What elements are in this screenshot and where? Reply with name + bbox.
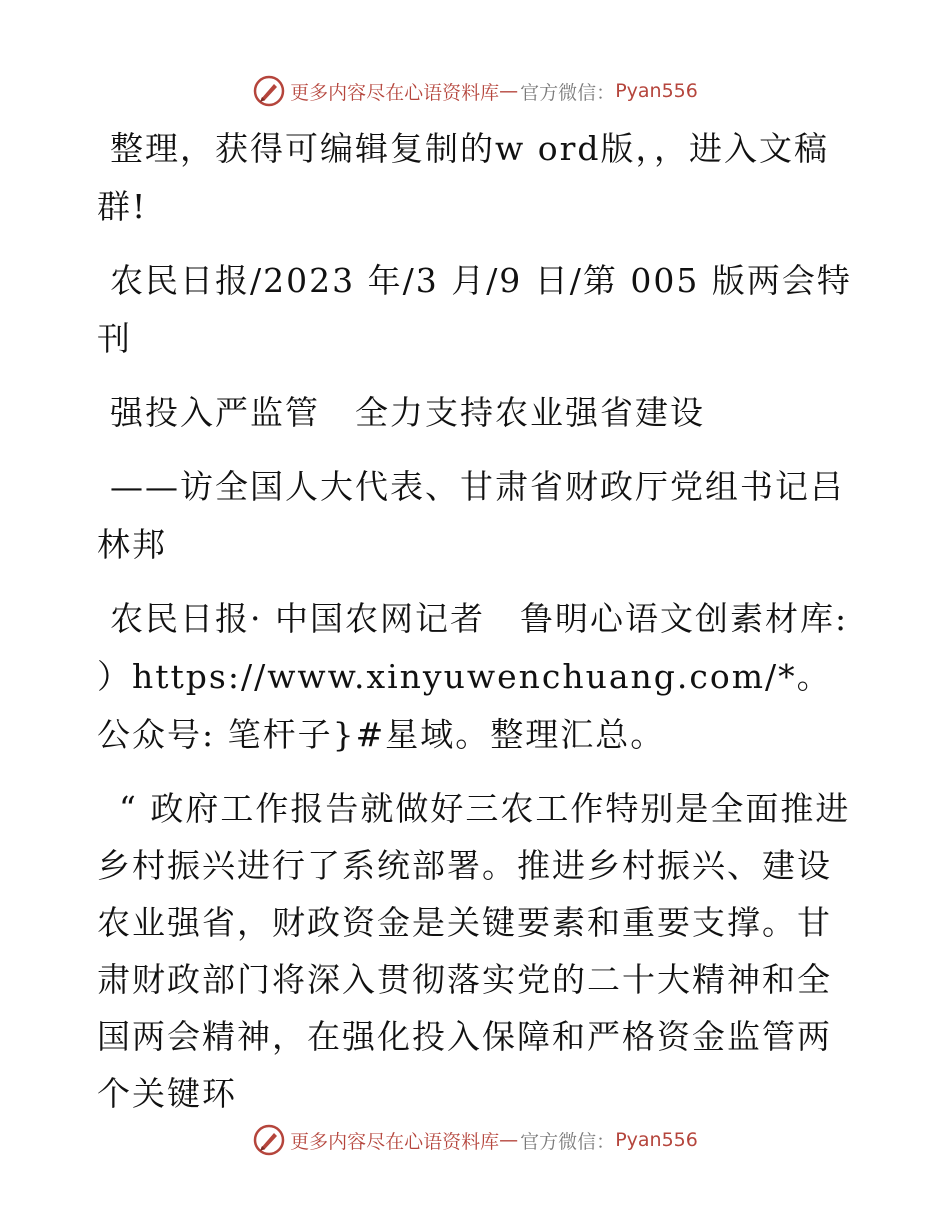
banner-dash: — — [499, 80, 519, 102]
banner-wechat-label: 官方微信： — [520, 81, 616, 104]
banner-account: Pyan556 — [615, 1129, 698, 1151]
banner-account: Pyan556 — [615, 80, 698, 102]
article-subtitle: ——访全国人大代表、甘肃省财政厅党组书记吕林邦 — [97, 467, 845, 564]
footer-banner — [0, 1120, 950, 1160]
banner-text: 更多内容尽在心语资料库 — [290, 81, 500, 104]
article-title: 强投入严监管 全力支持农业强省建设 — [110, 393, 705, 432]
pen-logo-icon — [252, 74, 286, 108]
document-body — [97, 120, 857, 1138]
banner-wechat-label: 官方微信： — [520, 1130, 616, 1153]
header-banner — [0, 71, 950, 111]
paragraph-reporter: 农民日报· 中国农网记者 鲁明心语文创素材库: ）https://www.xinyuwenchuang.com/*。公众号: 笔杆子}#星域。整理汇总。 — [97, 599, 849, 754]
paragraph-intro: 整理，获得可编辑复制的w ord版，，进入文稿群! — [97, 129, 830, 226]
paragraph-body: “ 政府工作报告就做好三农工作特别是全面推进乡村振兴进行了系统部署。推进乡村振兴、建设农业强省，财政资金是关键要素和重要支撑。甘肃财政部门将深入贯彻落实党的二十大精神和全国两会精神，在强化投入保障和严格资金监管两个关键环 — [97, 789, 851, 1113]
paragraph-source: 农民日报/2023 年/3 月/9 日/第 005 版两会特刊 — [97, 261, 852, 358]
banner-text: 更多内容尽在心语资料库 — [290, 1130, 500, 1153]
pen-logo-icon — [252, 1123, 286, 1157]
banner-dash: — — [499, 1129, 519, 1151]
